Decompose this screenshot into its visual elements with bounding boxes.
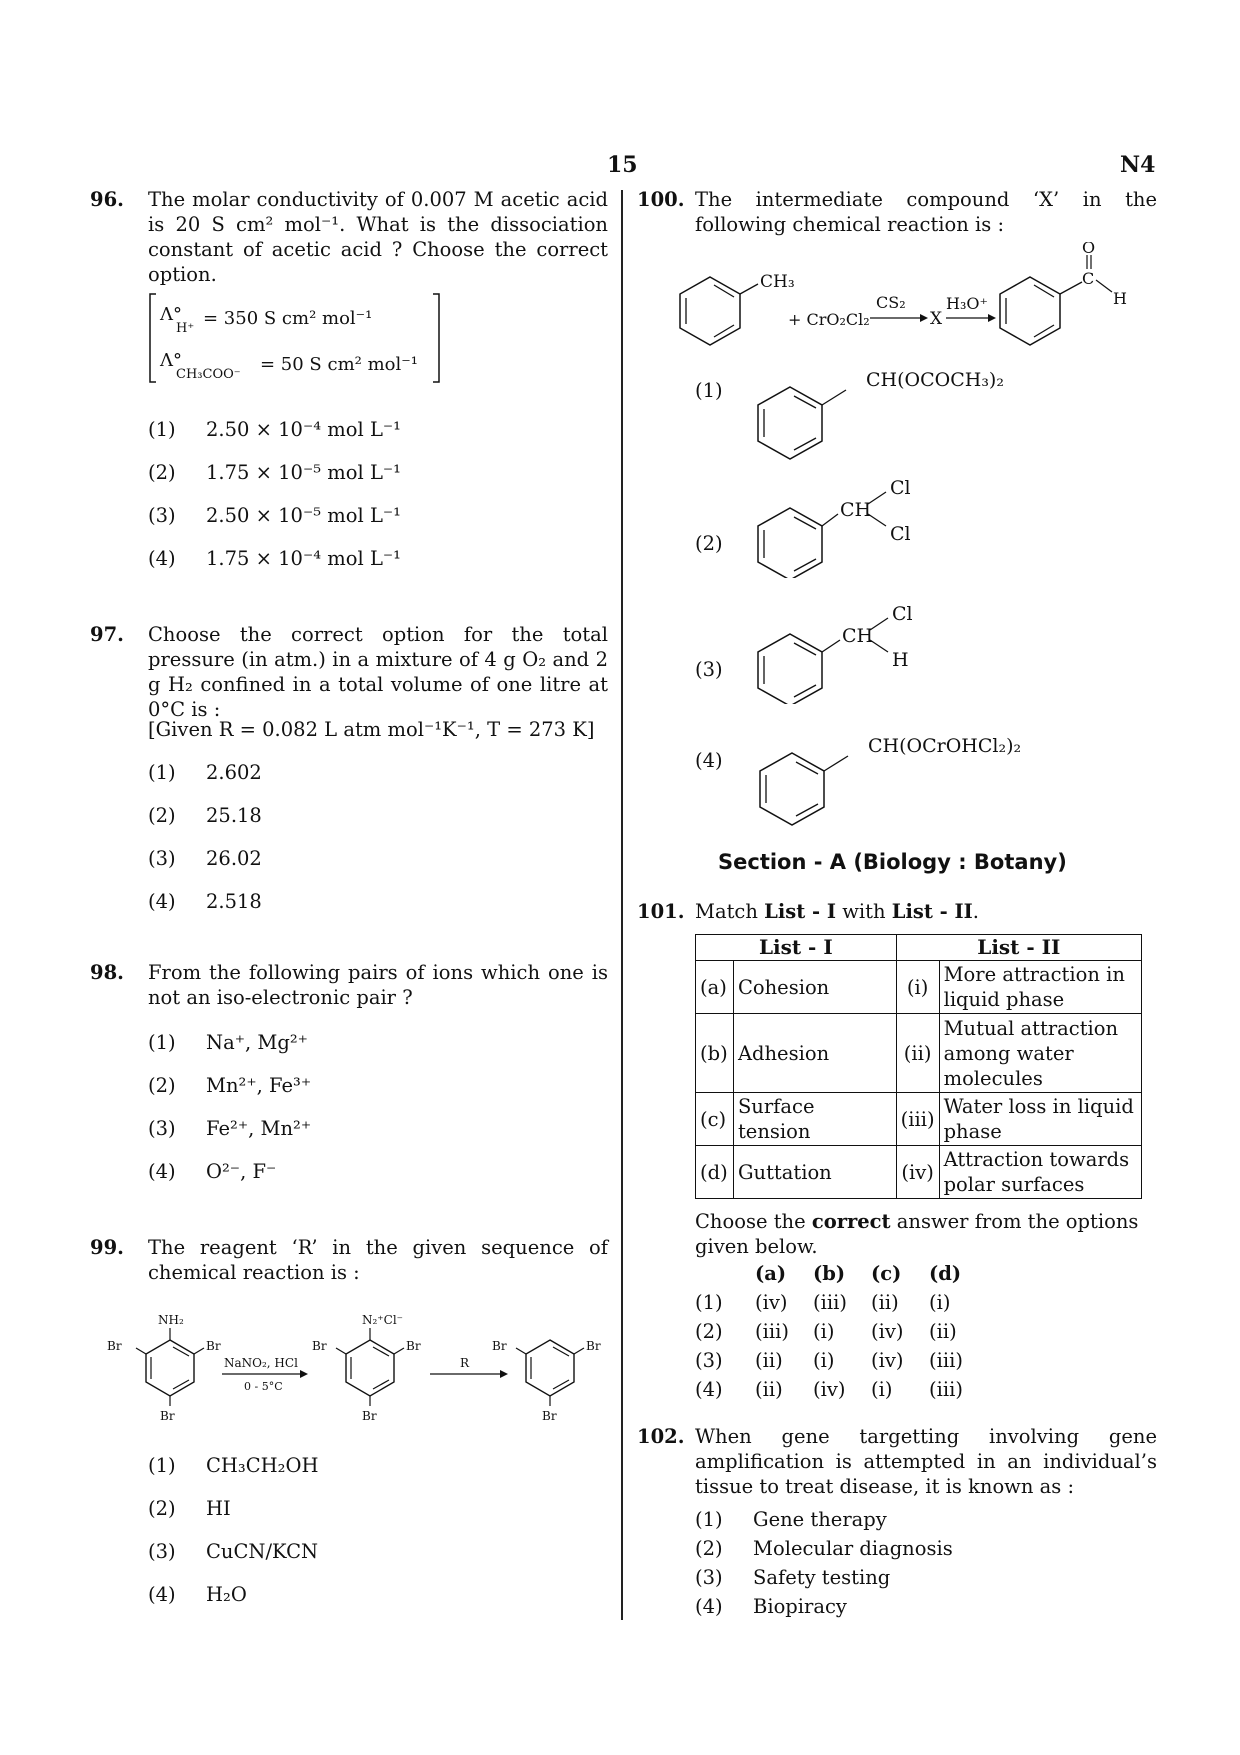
ch-label: CH <box>840 499 872 521</box>
option-text: 2.602 <box>206 761 262 784</box>
option-text: 26.02 <box>206 847 262 870</box>
option-number: (4) <box>695 749 723 772</box>
option-number: (1) <box>148 1031 176 1054</box>
option-number: (3) <box>695 1566 723 1589</box>
q100-option-1 <box>695 378 725 408</box>
option-text: Safety testing <box>753 1566 891 1589</box>
option-text: HI <box>206 1497 231 1520</box>
option-number: (4) <box>148 547 176 570</box>
question-text: The intermediate compound ‘X’ in the following chemical reaction is : <box>695 188 1157 236</box>
table-row <box>696 1146 1142 1199</box>
question-text: The reagent ‘R’ in the given sequence of chemical reaction is : <box>148 1236 608 1284</box>
grid-cell: (iv) <box>871 1320 904 1343</box>
cl-label: Cl <box>892 603 913 625</box>
term-cell: Adhesion <box>733 1014 896 1093</box>
question-text: From the following pairs of ions which one is not an iso-electronic pair ? <box>148 961 608 1009</box>
grid-cell: (iii) <box>813 1291 847 1314</box>
tribromobenzene-structure <box>492 1339 601 1423</box>
br-label: Br <box>492 1339 507 1353</box>
q100-option-3-structure <box>750 594 970 704</box>
definition-cell: Mutual attraction among water molecules <box>939 1014 1141 1093</box>
grid-header: (d) <box>929 1262 962 1285</box>
label-cell: (ii) <box>896 1014 939 1093</box>
option-text: 25.18 <box>206 804 262 827</box>
option-text: Fe²⁺, Mn²⁺ <box>206 1117 312 1140</box>
given-conductivity-bracket <box>148 292 448 387</box>
option-number: (4) <box>695 1595 723 1618</box>
h-ion: H⁺ <box>176 321 195 336</box>
benzaldehyde-structure <box>1000 242 1127 345</box>
q100-option-4 <box>695 748 725 778</box>
question-number: 97. <box>90 623 124 646</box>
text-part: Choose the <box>695 1210 812 1233</box>
question-number: 99. <box>90 1236 124 1259</box>
option-number: (2) <box>695 532 723 555</box>
lambda-symbol: Λ° <box>160 304 182 325</box>
h-label: H <box>892 649 909 671</box>
cl-label: Cl <box>890 477 911 499</box>
option-number: (3) <box>148 504 176 527</box>
cl-label: Cl <box>890 523 911 545</box>
option-text: CH₃CH₂OH <box>206 1454 319 1477</box>
grid-header: (b) <box>813 1262 846 1285</box>
label-cell: (iii) <box>896 1093 939 1146</box>
option-number: (1) <box>695 379 723 402</box>
given-acetate: = 50 S cm² mol⁻¹ <box>260 354 418 375</box>
option-number: (2) <box>148 461 176 484</box>
toluene-structure <box>680 272 795 345</box>
arrow-head <box>920 314 928 322</box>
option-number: (2) <box>148 804 176 827</box>
br-label: Br <box>160 1409 175 1423</box>
question-102 <box>637 1424 1157 1624</box>
option-text: Gene therapy <box>753 1508 887 1531</box>
diazo-label: N₂⁺Cl⁻ <box>362 1313 403 1327</box>
given-text: [Given R = 0.082 L atm mol⁻¹K⁻¹, T = 273 K] <box>148 718 595 741</box>
nh2-label: NH₂ <box>158 1313 184 1327</box>
option-text: Na⁺, Mg²⁺ <box>206 1031 308 1054</box>
option-text: 1.75 × 10⁻⁴ mol L⁻¹ <box>206 547 401 570</box>
label-cell: (b) <box>696 1014 734 1093</box>
column-header: List - I <box>696 935 897 961</box>
table-row <box>696 1093 1142 1146</box>
grid-header: (c) <box>871 1262 902 1285</box>
q100-option-3 <box>695 657 725 687</box>
definition-cell: More attraction in liquid phase <box>939 961 1141 1014</box>
question-98 <box>90 960 610 1190</box>
substituent-label: CH(OCrOHCl₂)₂ <box>868 735 1022 757</box>
option-number: (4) <box>148 1583 176 1606</box>
given-h: = 350 S cm² mol⁻¹ <box>203 308 373 329</box>
option-text: O²⁻, F⁻ <box>206 1160 277 1183</box>
br-label: Br <box>362 1409 377 1423</box>
temperature-label: 0 - 5°C <box>244 1380 283 1393</box>
q100-option-4-structure <box>752 728 1072 828</box>
reagent-r-label: R <box>460 1356 470 1370</box>
text-part: correct <box>811 1210 891 1233</box>
question-96 <box>90 187 610 570</box>
grid-cell: (ii) <box>755 1378 783 1401</box>
arrow-head <box>500 1370 508 1378</box>
tribromoaniline-structure <box>107 1313 221 1423</box>
label-cell: (c) <box>696 1093 734 1146</box>
table-row <box>696 961 1142 1014</box>
option-text: 1.75 × 10⁻⁵ mol L⁻¹ <box>206 461 401 484</box>
grid-cell: (i) <box>813 1349 835 1372</box>
option-text: Biopiracy <box>753 1595 847 1618</box>
grid-cell: (1) <box>695 1291 723 1314</box>
question-number: 98. <box>90 961 124 984</box>
label-cell: (iv) <box>896 1146 939 1199</box>
question-101 <box>637 899 1157 929</box>
text-part: . <box>972 900 979 923</box>
grid-cell: (iii) <box>929 1349 963 1372</box>
br-label: Br <box>542 1409 557 1423</box>
question-100 <box>637 187 1157 247</box>
table-header-row <box>696 935 1142 961</box>
option-text: 2.50 × 10⁻⁴ mol L⁻¹ <box>206 418 401 441</box>
option-text: Molecular diagnosis <box>753 1537 953 1560</box>
q100-option-2 <box>695 531 725 561</box>
cs2-label: CS₂ <box>876 293 906 312</box>
grid-cell: (iii) <box>929 1378 963 1401</box>
option-number: (1) <box>695 1508 723 1531</box>
acetate-ion: CH₃COO⁻ <box>176 367 241 382</box>
br-label: Br <box>107 1339 122 1353</box>
option-text: 2.50 × 10⁻⁵ mol L⁻¹ <box>206 504 401 527</box>
diazonium-salt-structure <box>312 1313 421 1423</box>
match-table <box>695 934 1142 1199</box>
substituent-label: CH(OCOCH₃)₂ <box>866 369 1004 391</box>
label-cell: (d) <box>696 1146 734 1199</box>
option-number: (3) <box>148 1540 176 1563</box>
label-cell: (i) <box>896 961 939 1014</box>
question-number: 96. <box>90 188 124 211</box>
reagent-label: NaNO₂, HCl <box>224 1356 298 1370</box>
text-part: answer from the options given below. <box>695 1210 1139 1258</box>
column-header: List - II <box>896 935 1141 961</box>
definition-cell: Attraction towards polar surfaces <box>939 1146 1141 1199</box>
carbonyl-c-label: C <box>1082 269 1095 288</box>
hydrogen-label: H <box>1113 289 1127 308</box>
paper-code: N4 <box>1120 152 1156 178</box>
question-97 <box>90 622 610 922</box>
option-number: (4) <box>148 890 176 913</box>
option-text: 2.518 <box>206 890 262 913</box>
option-number: (3) <box>148 1117 176 1140</box>
q100-option-2-structure <box>750 468 970 578</box>
br-label: Br <box>206 1339 221 1353</box>
option-number: (2) <box>148 1497 176 1520</box>
page-number: 15 <box>607 152 638 178</box>
option-number: (3) <box>695 658 723 681</box>
choose-instruction <box>695 1209 1157 1259</box>
grid-cell: (ii) <box>871 1291 899 1314</box>
question-text: Choose the correct option for the total pressure (in atm.) in a mixture of 4 g O₂ and 2 g H₂ confined in a total volume of one litre at 0°C is : <box>148 623 608 721</box>
lambda-symbol: Λ° <box>160 350 182 371</box>
reaction-scheme-99 <box>100 1310 620 1435</box>
option-text: CuCN/KCN <box>206 1540 319 1563</box>
q100-option-1-structure <box>750 362 1050 462</box>
grid-cell: (2) <box>695 1320 723 1343</box>
h3o-label: H₃O⁺ <box>946 294 988 313</box>
option-number: (1) <box>148 761 176 784</box>
grid-cell: (iv) <box>813 1378 846 1401</box>
question-text: When gene targetting involving gene amplification is attempted in an individual’s tissue to treat disease, it is known as : <box>695 1425 1157 1498</box>
question-text <box>695 899 1157 924</box>
question-number: 101. <box>637 900 685 923</box>
term-cell: Cohesion <box>733 961 896 1014</box>
text-part: List - II <box>891 900 973 923</box>
reagent-label: + CrO₂Cl₂ <box>788 310 870 329</box>
grid-cell: (iii) <box>755 1320 789 1343</box>
option-number: (2) <box>695 1537 723 1560</box>
grid-cell: (i) <box>871 1378 893 1401</box>
question-99-options <box>90 1453 610 1623</box>
grid-cell: (ii) <box>755 1349 783 1372</box>
term-cell: Guttation <box>733 1146 896 1199</box>
ch3-label: CH₃ <box>760 272 795 292</box>
grid-header: (a) <box>755 1262 787 1285</box>
option-number: (4) <box>148 1160 176 1183</box>
grid-cell: (ii) <box>929 1320 957 1343</box>
definition-cell: Water loss in liquid phase <box>939 1093 1141 1146</box>
section-heading: Section - A (Biology : Botany) <box>718 850 1067 874</box>
question-number: 100. <box>637 188 685 211</box>
text-part: with <box>836 900 892 923</box>
option-text: Mn²⁺, Fe³⁺ <box>206 1074 312 1097</box>
grid-cell: (iv) <box>755 1291 788 1314</box>
label-cell: (a) <box>696 961 734 1014</box>
column-divider <box>621 190 623 1620</box>
question-number: 102. <box>637 1425 685 1448</box>
text-part: List - I <box>764 900 837 923</box>
grid-cell: (3) <box>695 1349 723 1372</box>
br-label: Br <box>312 1339 327 1353</box>
grid-cell: (i) <box>929 1291 951 1314</box>
question-text: The molar conductivity of 0.007 M acetic acid is 20 S cm² mol⁻¹. What is the dissociation constant of acetic acid ? Choose the correct option. <box>148 188 608 286</box>
option-number: (1) <box>148 418 176 441</box>
answer-grid <box>695 1262 995 1402</box>
grid-cell: (iv) <box>871 1349 904 1372</box>
grid-cell: (4) <box>695 1378 723 1401</box>
grid-cell: (i) <box>813 1320 835 1343</box>
option-number: (3) <box>148 847 176 870</box>
option-text: H₂O <box>206 1583 247 1606</box>
x-label: X <box>930 309 943 329</box>
reaction-scheme-100 <box>670 242 1170 347</box>
text-part: Match <box>695 900 765 923</box>
arrow-head <box>300 1370 308 1378</box>
oxygen-label: O <box>1082 242 1096 257</box>
option-number: (1) <box>148 1454 176 1477</box>
br-label: Br <box>406 1339 421 1353</box>
table-row <box>696 1014 1142 1093</box>
term-cell: Surface tension <box>733 1093 896 1146</box>
option-number: (2) <box>148 1074 176 1097</box>
ch-label: CH <box>842 625 874 647</box>
arrow-head <box>988 314 996 322</box>
br-label: Br <box>586 1339 601 1353</box>
